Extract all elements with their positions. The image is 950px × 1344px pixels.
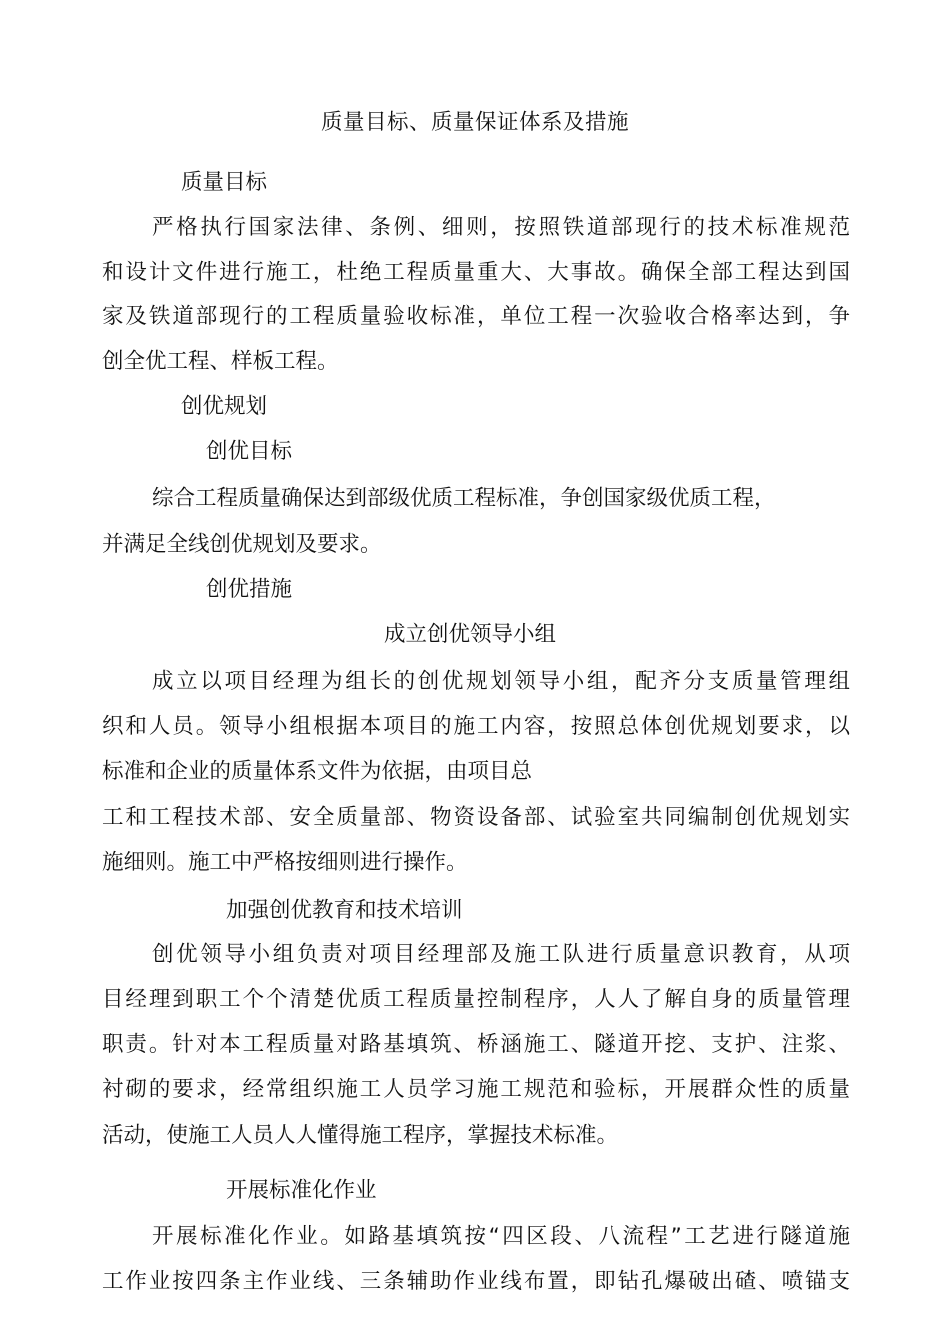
heading-excellence-plan: 创优规划 [181, 394, 268, 419]
paragraph-line: 标准和企业的质量体系文件为依据，由项目总 [102, 759, 533, 784]
paragraph-line: 综合工程质量确保达到部级优质工程标准，争创国家级优质工程， [152, 486, 776, 511]
document-title: 质量目标、质量保证体系及措施 [320, 110, 629, 135]
paragraph-line: 创全优工程、样板工程。 [102, 349, 339, 374]
heading-quality-goal: 质量目标 [181, 170, 268, 195]
paragraph-line: 创优领导小组负责对项目经理部及施工队进行质量意识教育，从项 [152, 942, 850, 967]
paragraph-line: 家及铁道部现行的工程质量验收标准，单位工程一次验收合格率达到，争 [102, 304, 850, 329]
paragraph-line: 严格执行国家法律、条例、细则，按照铁道部现行的技术标准规范 [152, 215, 850, 240]
paragraph-line: 成立以项目经理为组长的创优规划领导小组，配齐分支质量管理组 [152, 669, 850, 694]
heading-leadership-group: 成立创优领导小组 [384, 622, 557, 647]
paragraph-line: 施细则。施工中严格按细则进行操作。 [102, 850, 468, 875]
heading-excellence-goal: 创优目标 [206, 439, 293, 464]
paragraph-line: 并满足全线创优规划及要求。 [102, 532, 382, 557]
paragraph-line: 目经理到职工个个清楚优质工程质量控制程序，人人了解自身的质量管理 [102, 987, 850, 1012]
paragraph-line: 工和工程技术部、安全质量部、物资设备部、试验室共同编制创优规划实 [102, 805, 850, 830]
paragraph-line: 活动，使施工人员人人懂得施工程序，掌握技术标准。 [102, 1123, 619, 1148]
heading-standardization: 开展标准化作业 [226, 1178, 377, 1203]
heading-excellence-measures: 创优措施 [206, 577, 293, 602]
paragraph-line: 织和人员。领导小组根据本项目的施工内容，按照总体创优规划要求，以 [102, 714, 850, 739]
paragraph-line: 衬砌的要求，经常组织施工人员学习施工规范和验标，开展群众性的质量 [102, 1077, 850, 1102]
paragraph-line: 职责。针对本工程质量对路基填筑、桥涵施工、隧道开挖、支护、注浆、 [102, 1032, 850, 1057]
paragraph-line: 工作业按四条主作业线、三条辅助作业线布置，即钻孔爆破出碴、喷锚支 [102, 1269, 850, 1294]
paragraph-line: 和设计文件进行施工，杜绝工程质量重大、大事故。确保全部工程达到国 [102, 260, 850, 285]
heading-training: 加强创优教育和技术培训 [226, 898, 463, 923]
paragraph-line: 开展标准化作业。如路基填筑按“四区段、八流程”工艺进行隧道施 [152, 1224, 850, 1249]
